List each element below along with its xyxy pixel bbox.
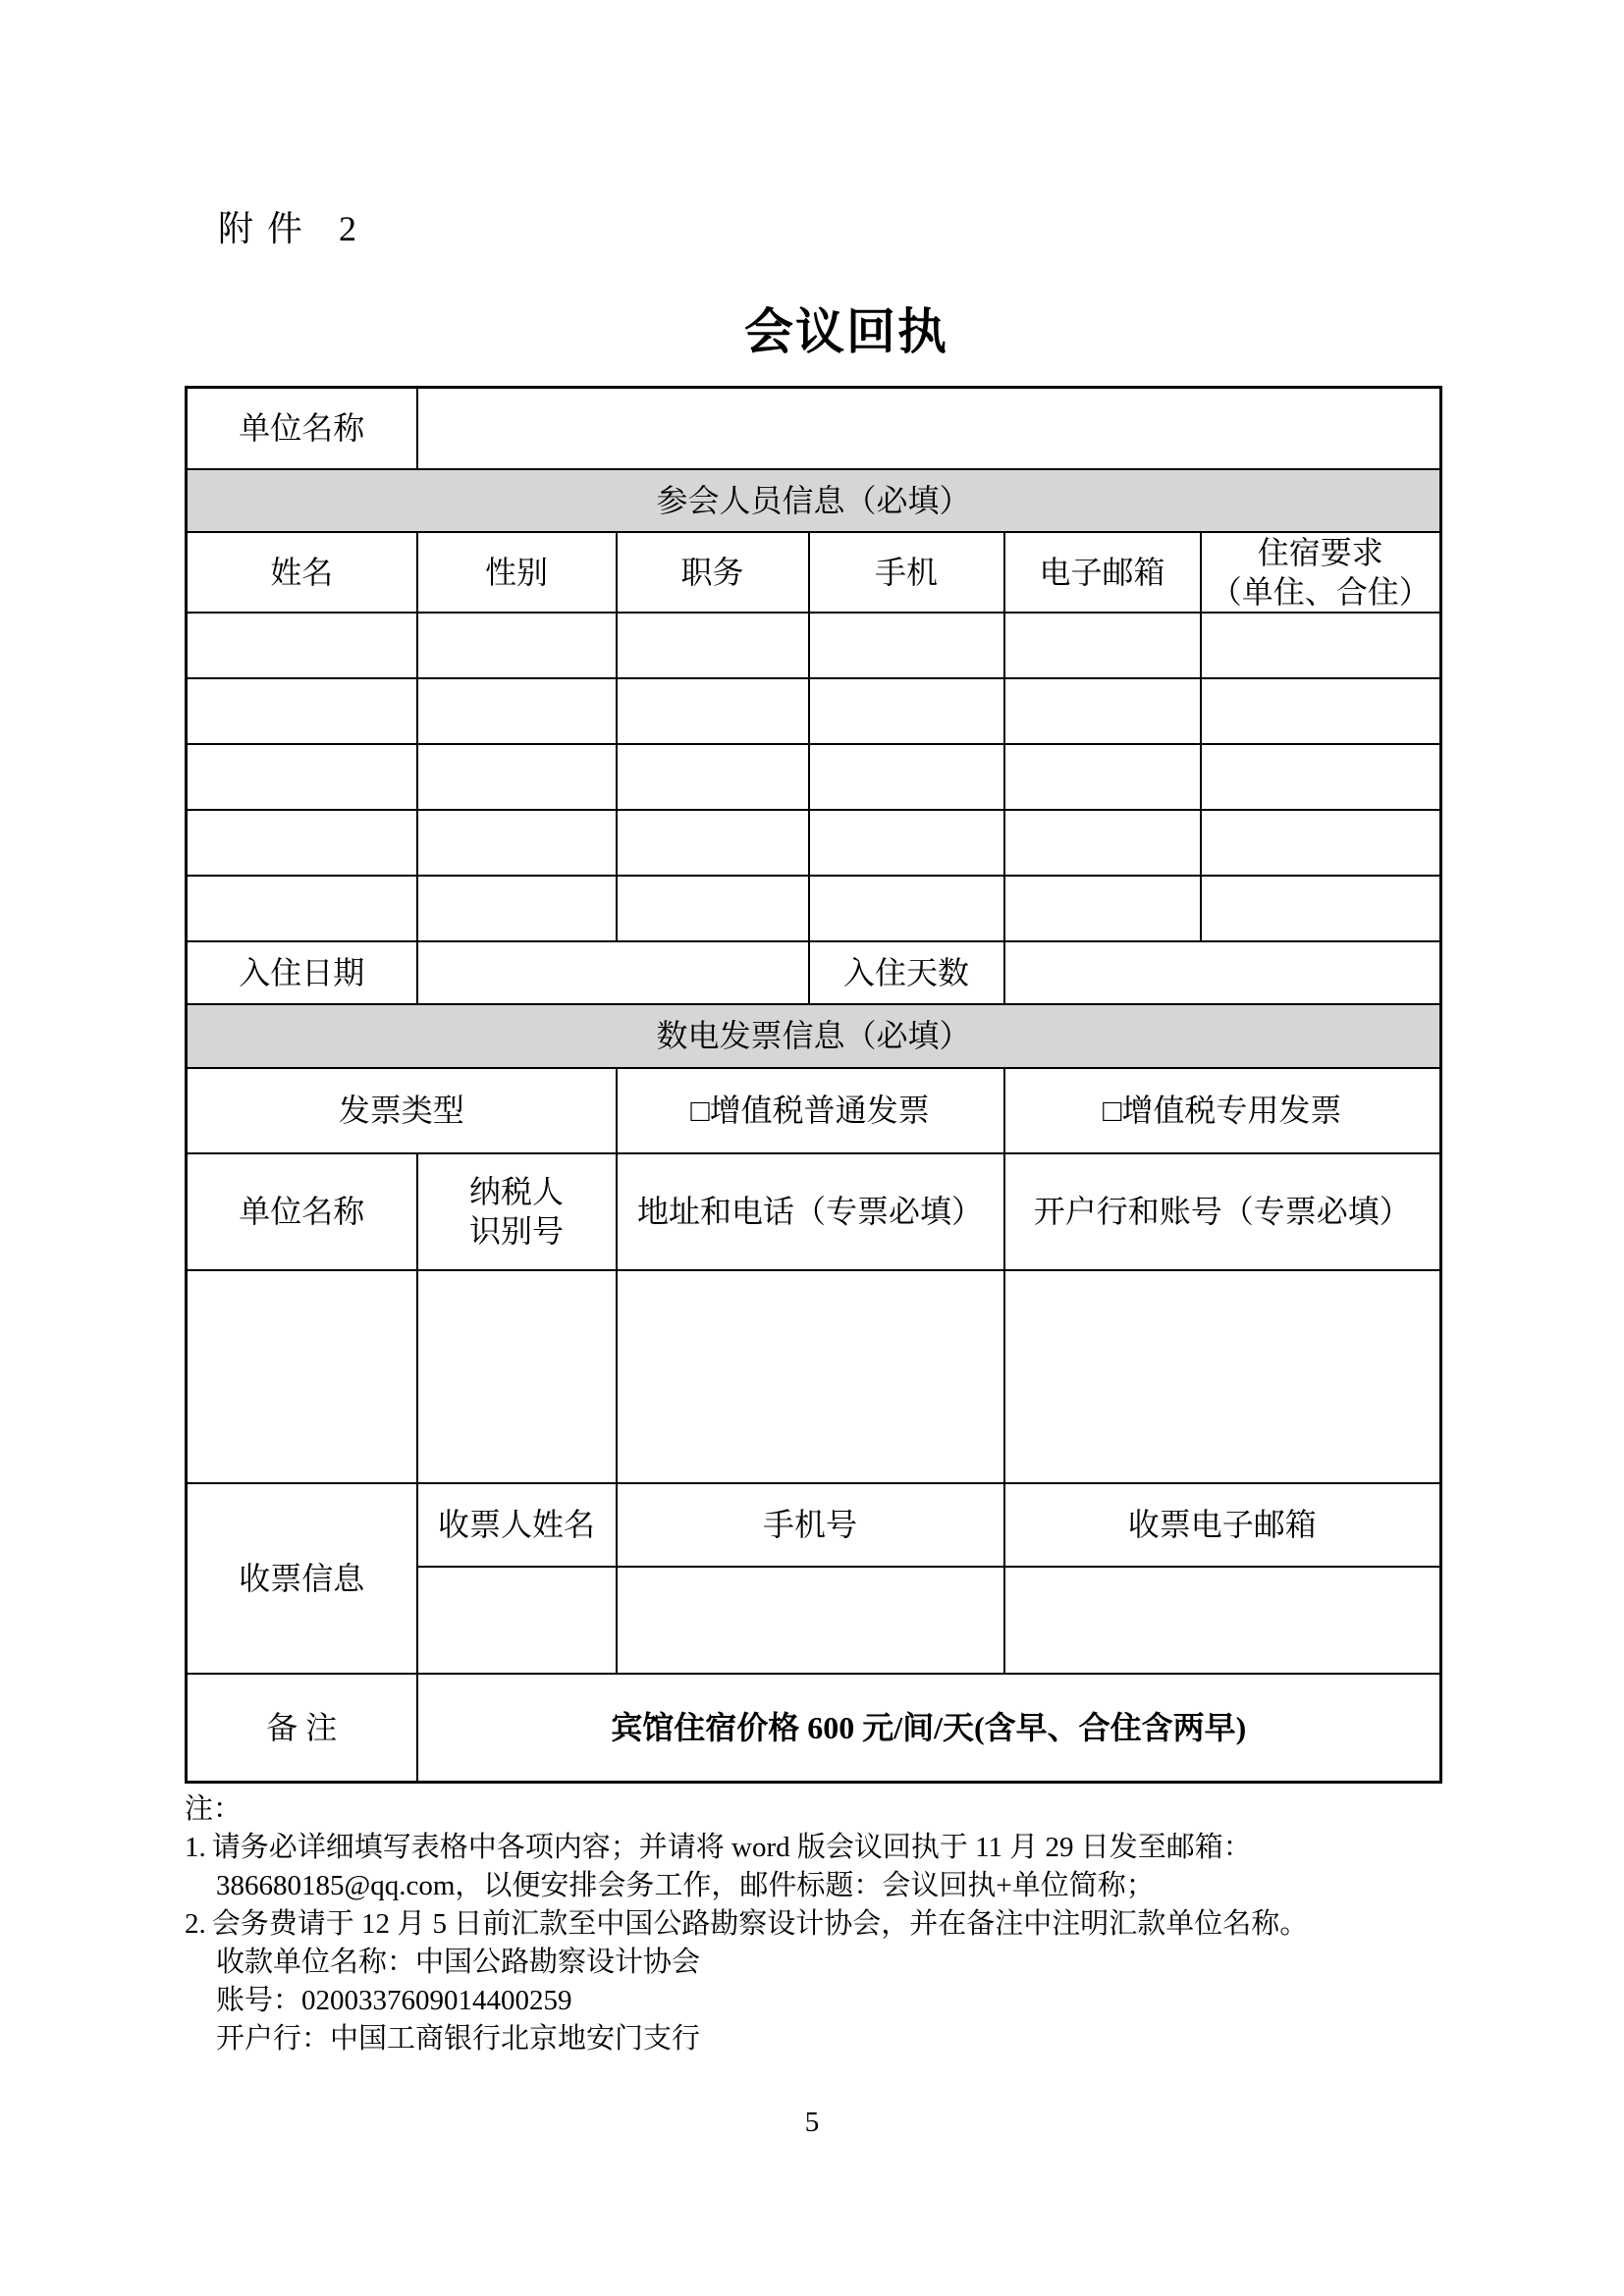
attendee-input-cell[interactable] [1201,810,1441,876]
note-2-line3: 账号：0200337609014400259 [216,1985,572,2016]
attendee-input-cell[interactable] [1201,613,1441,678]
attendee-row-3 [187,744,1441,810]
checkin-days-label: 入住天数 [809,941,1004,1004]
note-2-line1: 会务费请于 12 月 5 日前汇款至中国公路勘察设计协会，并在备注中注明汇款单位名称。 [211,1908,1309,1940]
checkin-days-input-cell[interactable] [1004,941,1441,1004]
taxpayer-id-line2: 识别号 [468,1213,564,1249]
receipt-info-label: 收票信息 [187,1483,417,1674]
invoice-section-row [187,1004,1441,1068]
note-item-1 [185,1829,1490,1867]
attendee-input-cell[interactable] [809,810,1004,876]
invoice-option-general-checkbox[interactable]: □增值税普通发票 [617,1068,1004,1153]
col-header-position: 职务 [617,532,809,613]
lodging-header-line1: 住宿要求 [1257,534,1383,570]
attendee-input-cell[interactable] [617,810,809,876]
attendee-input-cell[interactable] [417,810,617,876]
attendee-input-cell[interactable] [617,678,809,744]
checkin-date-input-cell[interactable] [417,941,809,1004]
page-title: 会议回执 [744,304,948,359]
attendee-input-cell[interactable] [417,678,617,744]
attendee-row-1 [187,613,1441,678]
attendee-row-4 [187,810,1441,876]
attachment-label: 附件 2 [218,209,371,248]
unit-name-label: 单位名称 [187,388,417,469]
taxpayer-id-input-cell[interactable] [417,1270,617,1483]
note-item-2 [185,1905,1490,1944]
invoice-type-row [187,1068,1441,1153]
attendee-input-cell[interactable] [809,876,1004,941]
attendee-input-cell[interactable] [1004,810,1201,876]
reply-form-table [185,386,1442,1784]
remark-content: 宾馆住宿价格 600 元/间/天(含早、合住含两早) [417,1674,1441,1783]
attendee-header-row [187,532,1441,613]
receipt-header-row [187,1483,1441,1567]
attendee-input-cell[interactable] [1201,876,1441,941]
bank-account-label: 开户行和账号（专票必填） [1004,1153,1441,1270]
attendee-input-cell[interactable] [1004,876,1201,941]
remark-label: 备 注 [187,1674,417,1783]
attendee-input-cell[interactable] [617,744,809,810]
attendee-row-5 [187,876,1441,941]
receipt-email-label: 收票电子邮箱 [1004,1483,1441,1567]
attendee-section-row [187,469,1441,532]
col-header-name: 姓名 [187,532,417,613]
attendee-input-cell[interactable] [417,876,617,941]
attendee-input-cell[interactable] [187,678,417,744]
checkin-row [187,941,1441,1004]
invoice-type-label: 发票类型 [187,1068,617,1153]
attendee-input-cell[interactable] [417,744,617,810]
invoice-option-special-checkbox[interactable]: □增值税专用发票 [1004,1068,1441,1153]
attendee-input-cell[interactable] [809,744,1004,810]
col-header-email: 电子邮箱 [1004,532,1201,613]
remark-row [187,1674,1441,1783]
attendee-input-cell[interactable] [809,678,1004,744]
note-1-marker: 1. [185,1832,206,1863]
col-header-lodging [1201,532,1441,613]
note-2-line4: 开户行：中国工商银行北京地安门支行 [216,2023,701,2055]
invoice-input-row [187,1270,1441,1483]
col-header-gender: 性别 [417,532,617,613]
invoice-unit-name-input-cell[interactable] [187,1270,417,1483]
address-phone-label: 地址和电话（专票必填） [617,1153,1004,1270]
receipt-name-input-cell[interactable] [417,1567,617,1674]
attendee-input-cell[interactable] [1201,678,1441,744]
attendee-section-header: 参会人员信息（必填） [187,469,1441,532]
receipt-email-input-cell[interactable] [1004,1567,1441,1674]
unit-name-row [187,388,1441,469]
invoice-header-row [187,1153,1441,1270]
page-number: 5 [804,2107,820,2138]
attendee-input-cell[interactable] [617,876,809,941]
attendee-input-cell[interactable] [1004,613,1201,678]
unit-name-input-cell[interactable] [417,388,1441,469]
taxpayer-id-label [417,1153,617,1270]
attendee-input-cell[interactable] [1201,744,1441,810]
receipt-name-label: 收票人姓名 [417,1483,617,1567]
attendee-input-cell[interactable] [187,876,417,941]
invoice-section-header: 数电发票信息（必填） [187,1004,1441,1068]
attendee-row-2 [187,678,1441,744]
receipt-phone-label: 手机号 [617,1483,1004,1567]
note-2-line2: 收款单位名称：中国公路勘察设计协会 [216,1947,701,1978]
attendee-input-cell[interactable] [1004,744,1201,810]
col-header-mobile: 手机 [809,532,1004,613]
receipt-phone-input-cell[interactable] [617,1567,1004,1674]
taxpayer-id-line1: 纳税人 [468,1174,564,1209]
notes-section [185,1790,1490,2058]
note-2-marker: 2. [185,1908,206,1940]
lodging-header-line2: （单住、合住） [1210,573,1431,610]
attendee-input-cell[interactable] [417,613,617,678]
bank-account-input-cell[interactable] [1004,1270,1441,1483]
attendee-input-cell[interactable] [617,613,809,678]
note-1-line1: 请务必详细填写表格中各项内容；并请将 word 版会议回执于 11 月 29 日发至邮箱： [211,1832,1252,1863]
invoice-unit-name-label: 单位名称 [187,1153,417,1270]
attendee-input-cell[interactable] [187,613,417,678]
attendee-input-cell[interactable] [809,613,1004,678]
attendee-input-cell[interactable] [187,810,417,876]
note-1-line2: 386680185@qq.com，以便安排会务工作，邮件标题：会议回执+单位简称； [216,1870,1155,1901]
attendee-input-cell[interactable] [1004,678,1201,744]
address-phone-input-cell[interactable] [617,1270,1004,1483]
attendee-input-cell[interactable] [187,744,417,810]
checkin-date-label: 入住日期 [187,941,417,1004]
notes-heading: 注： [185,1793,243,1825]
